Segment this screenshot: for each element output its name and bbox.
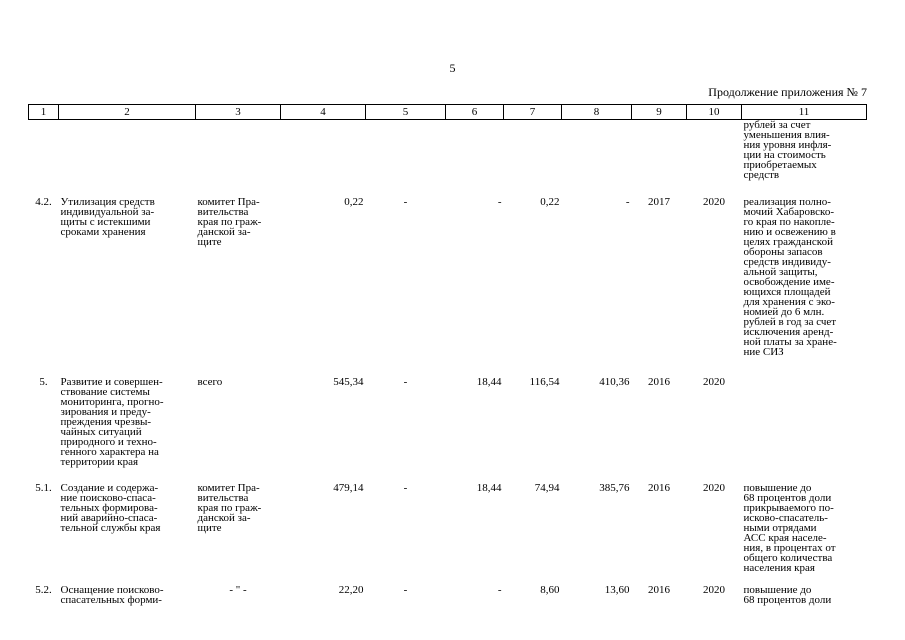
value-col-6 (446, 120, 504, 197)
value-col-8: 385,76 (599, 481, 630, 494)
end-year: 2020 (703, 195, 725, 208)
value-col-8: - (625, 195, 630, 208)
measure-name: Создание и содержа- ние поисково-спаса- тельных формирова- ний аварийно-спаса- тельной службы края (60, 481, 161, 534)
table-row (29, 483, 867, 585)
executor: всего (197, 375, 223, 388)
end-year: 2020 (703, 375, 725, 388)
value-col-4: 479,14 (333, 481, 364, 494)
end-year (687, 120, 742, 197)
value-col-7: 74,94 (534, 481, 560, 494)
end-year: 2020 (703, 583, 725, 596)
col-header-4: 4 (281, 105, 366, 120)
col-header-3: 3 (196, 105, 281, 120)
value-col-8: 410,36 (599, 375, 630, 388)
col-header-2: 2 (59, 105, 196, 120)
executor: - " - (229, 583, 247, 596)
col-header-9: 9 (632, 105, 687, 120)
expected-result: рублей за счет уменьшения влия- ния уровня инфля- ции на стоимость приобретаемых средств (743, 119, 832, 181)
value-col-5: - (403, 375, 408, 388)
executor: комитет Пра- вительства края по граж- данской за- щите (197, 481, 262, 534)
measure-name: Развитие и совершен- ствование системы мониторинга, прогно- зирования и преду- преждения чрезвы- чайных ситуаций природного и техно- генного характера на территории края (60, 375, 164, 468)
value-col-7 (504, 120, 562, 197)
start-year: 2017 (648, 195, 670, 208)
col-header-11: 11 (742, 105, 867, 120)
value-col-5: - (403, 481, 408, 494)
measure-name: Оснащение поисково- спасательных форми- (60, 583, 164, 606)
value-col-4: 22,20 (338, 583, 364, 596)
row-number: 4.2. (35, 195, 52, 208)
value-col-6: 18,44 (476, 481, 502, 494)
row-number (29, 120, 59, 197)
value-col-7: 8,60 (540, 583, 560, 596)
appendix-caption: Продолжение приложения № 7 (708, 85, 867, 99)
value-col-6: 18,44 (476, 375, 502, 388)
value-col-4 (281, 120, 366, 197)
table-row (29, 585, 867, 613)
expected-result: повышение до 68 процентов доли прикрываемого по- исково-спасатель- ными отрядами АСС края населе- ния, в процентах от общего количества населения края (743, 481, 836, 574)
value-col-6: - (497, 195, 502, 208)
executor: комитет Пра- вительства края по граж- данской за- щите (197, 195, 262, 248)
table-row (29, 197, 867, 377)
value-col-5 (366, 120, 446, 197)
table-row (29, 120, 867, 197)
col-header-1: 1 (29, 105, 59, 120)
expected-result (742, 377, 867, 483)
row-number: 5.2. (35, 583, 52, 596)
col-header-10: 10 (687, 105, 742, 120)
value-col-5: - (403, 583, 408, 596)
row-number: 5. (39, 375, 48, 388)
col-header-8: 8 (562, 105, 632, 120)
measure-name: Утилизация средств индивидуальной за- щиты с истекшими сроками хранения (60, 195, 155, 238)
header-row (29, 105, 867, 120)
value-col-6: - (497, 583, 502, 596)
value-col-8: 13,60 (604, 583, 630, 596)
page-number: 5 (449, 61, 456, 75)
expected-result: повышение до 68 процентов доли (743, 583, 832, 606)
value-col-7: 0,22 (540, 195, 560, 208)
value-col-7: 116,54 (529, 375, 560, 388)
value-col-4: 545,34 (333, 375, 364, 388)
col-header-5: 5 (366, 105, 446, 120)
measure-name (59, 120, 196, 197)
col-header-7: 7 (504, 105, 562, 120)
executor (196, 120, 281, 197)
start-year (632, 120, 687, 197)
start-year: 2016 (648, 375, 670, 388)
end-year: 2020 (703, 481, 725, 494)
expected-result: реализация полно- мочий Хабаровско- го края по накопле- нию и освежению в целях гражданской обороны запасов средств индивиду- альной защиты, освобождение име- ющихся площадей для хранения с эко- номией до 6 млн. рублей в год за счет исключения аренд- ной платы за хране- ние СИЗ (743, 195, 837, 358)
value-col-4: 0,22 (344, 195, 364, 208)
value-col-8 (562, 120, 632, 197)
table-row (29, 377, 867, 483)
start-year: 2016 (648, 481, 670, 494)
row-number: 5.1. (35, 481, 52, 494)
col-header-6: 6 (446, 105, 504, 120)
start-year: 2016 (648, 583, 670, 596)
value-col-5: - (403, 195, 408, 208)
program-table (28, 104, 867, 613)
